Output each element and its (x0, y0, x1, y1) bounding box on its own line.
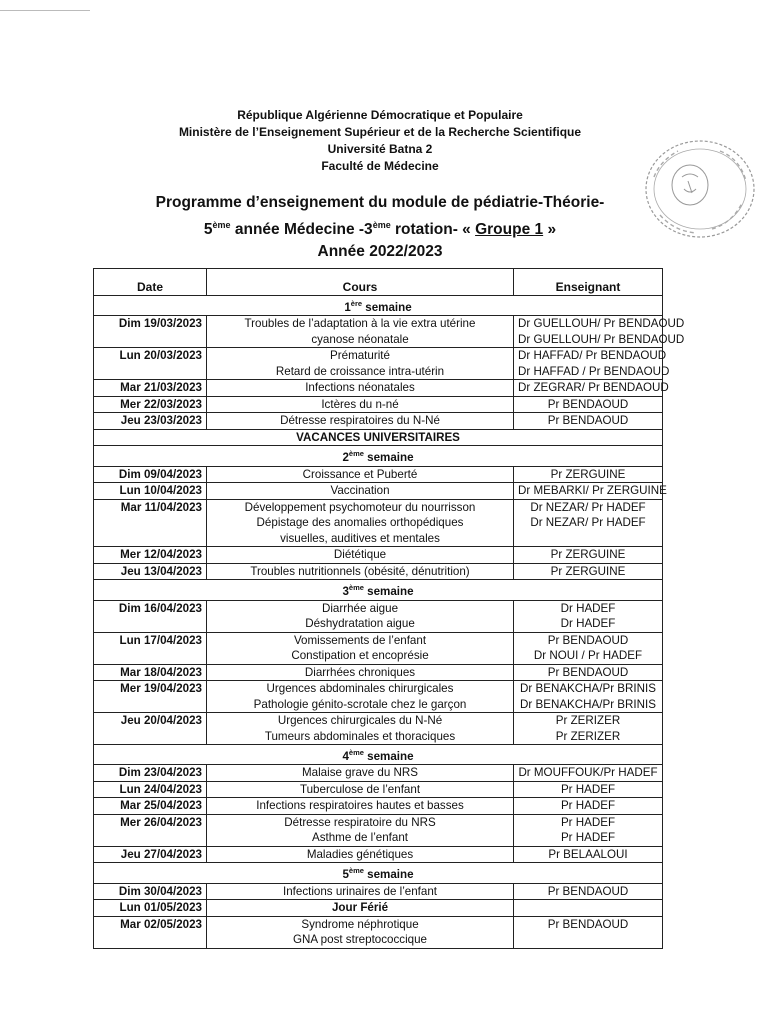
date-cell: Jeu 13/04/2023 (94, 563, 207, 580)
teacher-cell (514, 814, 663, 846)
course-line: Développement psychomoteur du nourrisson (244, 500, 476, 514)
table-header-row (94, 269, 663, 296)
course-line: Troubles de l’adaptation à la vie extra utérine (244, 317, 476, 331)
table-row (94, 413, 663, 430)
table-row (94, 600, 663, 632)
course-line: Prématurité (330, 349, 390, 363)
teacher-line: Dr MEBARKI/ Pr ZERGUINE (518, 484, 667, 498)
table-row (94, 499, 663, 547)
course-cell (207, 466, 514, 483)
teacher-line: Pr HADEF (560, 799, 616, 813)
teacher-line: Dr BENAKCHA/Pr BRINIS (520, 697, 656, 711)
week-number: 4 (342, 749, 349, 763)
course-cell (207, 413, 514, 430)
table-row (94, 900, 663, 917)
teacher-cell (514, 547, 663, 564)
year-suffix: ème (212, 220, 231, 230)
teacher-line: Dr NEZAR/ Pr HADEF (530, 516, 646, 530)
table-row (94, 916, 663, 948)
teacher-line: Pr HADEF (560, 815, 616, 829)
week-header-row (94, 745, 663, 765)
week-label (94, 863, 663, 883)
table-row (94, 798, 663, 815)
date-cell: Jeu 23/03/2023 (94, 413, 207, 430)
week-label (94, 296, 663, 316)
week-label (94, 446, 663, 466)
empty-cell (514, 900, 663, 917)
teacher-cell (514, 765, 663, 782)
date-cell: Mar 21/03/2023 (94, 380, 207, 397)
rotation-text: rotation- « (390, 221, 476, 239)
table-row (94, 466, 663, 483)
course-cell (207, 600, 514, 632)
teacher-line: Dr HAFFAD/ Pr BENDAOUD (518, 349, 667, 363)
university-line: Université Batna 2 (327, 142, 433, 156)
week-word: semaine (363, 749, 414, 763)
teacher-cell (514, 713, 663, 745)
course-line: Pathologie génito-scrotale chez le garçon (253, 697, 467, 711)
schedule-body (94, 296, 685, 949)
teacher-cell (514, 380, 669, 397)
table-row (94, 483, 663, 500)
document-title (120, 192, 640, 263)
course-line: Constipation et encoprésie (291, 649, 429, 663)
course-cell (207, 483, 514, 500)
table-row (94, 781, 663, 798)
table-row (94, 563, 663, 580)
table-row (94, 316, 663, 348)
course-cell (207, 681, 514, 713)
course-cell (207, 883, 514, 900)
teacher-cell (514, 883, 663, 900)
header-cours: Cours (207, 269, 514, 296)
course-cell (207, 348, 514, 380)
course-line: Infections néonatales (305, 381, 415, 395)
date-cell: Lun 01/05/2023 (94, 900, 207, 917)
course-cell (207, 765, 514, 782)
course-cell (207, 781, 514, 798)
course-line: Malaise grave du NRS (302, 766, 418, 780)
teacher-cell (514, 632, 663, 664)
date-cell: Lun 17/04/2023 (94, 632, 207, 664)
teacher-cell (514, 348, 670, 380)
course-line: Déshydratation aigue (305, 617, 415, 631)
week-header-row (94, 446, 663, 466)
table-row (94, 348, 663, 380)
week-ordinal: ème (348, 449, 364, 459)
teacher-line: Dr ZEGRAR/ Pr BENDAOUD (518, 381, 669, 395)
course-line: Tuberculose de l’enfant (299, 782, 421, 796)
group-close: » (543, 221, 557, 239)
teacher-line: Pr BENDAOUD (547, 884, 629, 898)
teacher-cell (514, 781, 663, 798)
week-ordinal: ème (348, 866, 364, 876)
year-rotation-line (120, 214, 640, 241)
title-line: Programme d’enseignement du module de pédiatrie-Théorie- (155, 194, 605, 211)
teacher-line: Pr BELAALOUI (548, 847, 628, 861)
table-row (94, 713, 663, 745)
week-number: 1 (344, 300, 351, 314)
date-cell: Jeu 27/04/2023 (94, 846, 207, 863)
teacher-cell (514, 798, 663, 815)
teacher-line: Pr BENDAOUD (547, 397, 629, 411)
course-line: Dépistage des anomalies orthopédiques (256, 516, 464, 530)
teacher-line: Dr GUELLOUH/ Pr BENDAOUD (518, 317, 685, 331)
course-cell (207, 916, 514, 948)
course-line: cyanose néonatale (311, 332, 409, 346)
week-label (94, 580, 663, 600)
course-cell (207, 713, 514, 745)
week-header-row (94, 863, 663, 883)
course-line: visuelles, auditives et mentales (280, 531, 440, 545)
teacher-cell (514, 846, 663, 863)
week-word: semaine (363, 585, 414, 599)
course-line: Détresse respiratoires du N-Né (280, 414, 440, 428)
teacher-line: Dr NEZAR/ Pr HADEF (530, 500, 646, 514)
table-row (94, 396, 663, 413)
course-line: Asthme de l’enfant (311, 831, 409, 845)
table-row (94, 547, 663, 564)
institution-header (150, 107, 610, 175)
course-line: Tumeurs abdominales et thoraciques (264, 729, 456, 743)
table-row (94, 814, 663, 846)
course-cell (207, 499, 514, 547)
teacher-line: Pr HADEF (560, 782, 616, 796)
course-cell (207, 846, 514, 863)
teacher-cell (514, 483, 667, 500)
course-line: Infections urinaires de l’enfant (282, 884, 438, 898)
republic-line: République Algérienne Démocratique et Populaire (237, 108, 523, 122)
course-line: Retard de croissance intra-utérin (275, 364, 445, 378)
teacher-line: Pr ZERGUINE (550, 548, 626, 562)
table-row (94, 681, 663, 713)
faculty-line: Faculté de Médecine (321, 159, 439, 173)
date-cell: Lun 10/04/2023 (94, 483, 207, 500)
official-stamp (640, 137, 758, 245)
holiday-banner-row (94, 429, 663, 446)
course-line: Diarrhée aigue (321, 601, 399, 615)
teacher-line: Dr GUELLOUH/ Pr BENDAOUD (518, 332, 685, 346)
date-cell: Mer 26/04/2023 (94, 814, 207, 846)
teacher-line: Pr ZERGUINE (550, 564, 626, 578)
teacher-line: Pr HADEF (560, 831, 616, 845)
date-cell: Dim 23/04/2023 (94, 765, 207, 782)
table-row (94, 664, 663, 681)
course-line: GNA post streptococcique (292, 933, 428, 947)
course-cell (207, 664, 514, 681)
teacher-line: Pr BENDAOUD (547, 665, 629, 679)
course-cell (207, 380, 514, 397)
teacher-cell (514, 600, 663, 632)
course-cell (207, 396, 514, 413)
table-row (94, 765, 663, 782)
course-line: Croissance et Puberté (302, 467, 418, 481)
rotation-suffix: ème (372, 220, 391, 230)
teacher-cell (514, 413, 663, 430)
week-ordinal: ème (348, 748, 364, 758)
course-cell (207, 547, 514, 564)
teacher-line: Dr HADEF (560, 601, 616, 615)
date-cell: Dim 19/03/2023 (94, 316, 207, 348)
course-cell (207, 814, 514, 846)
schedule-table (93, 268, 685, 949)
date-cell: Mar 18/04/2023 (94, 664, 207, 681)
week-word: semaine (363, 451, 414, 465)
course-line: Vomissements de l’enfant (293, 633, 427, 647)
table-row (94, 883, 663, 900)
date-cell: Dim 30/04/2023 (94, 883, 207, 900)
course-cell (207, 632, 514, 664)
teacher-cell (514, 681, 663, 713)
week-ordinal: ème (348, 583, 364, 593)
teacher-line: Dr NOUI / Pr HADEF (533, 649, 643, 663)
date-cell: Lun 24/04/2023 (94, 781, 207, 798)
teacher-cell (514, 396, 663, 413)
teacher-line: Dr BENAKCHA/Pr BRINIS (520, 682, 656, 696)
group-label: Groupe 1 (475, 221, 544, 239)
teacher-cell (514, 664, 663, 681)
course-line: Troubles nutritionnels (obésité, dénutrition) (250, 564, 470, 578)
course-line: Maladies génétiques (306, 847, 414, 861)
date-cell: Mer 22/03/2023 (94, 396, 207, 413)
academic-year: Année 2022/2023 (317, 243, 443, 261)
week-label (94, 745, 663, 765)
year-prefix: 5 (203, 221, 213, 239)
holiday-cell: Jour Férié (207, 900, 514, 917)
teacher-cell (514, 466, 663, 483)
teacher-line: Pr ZERIZER (555, 714, 621, 728)
table-row (94, 846, 663, 863)
week-number: 2 (342, 451, 349, 465)
teacher-line: Pr ZERIZER (555, 729, 621, 743)
teacher-cell (514, 916, 663, 948)
week-number: 5 (342, 868, 349, 882)
course-line: Urgences abdominales chirurgicales (266, 682, 454, 696)
course-cell (207, 563, 514, 580)
teacher-cell (514, 563, 663, 580)
date-cell: Mar 25/04/2023 (94, 798, 207, 815)
week-ordinal: ère (350, 299, 363, 308)
course-line: Diététique (333, 548, 387, 562)
course-cell (207, 316, 514, 348)
date-cell: Jeu 20/04/2023 (94, 713, 207, 745)
course-line: Détresse respiratoire du NRS (284, 815, 436, 829)
week-word: semaine (362, 300, 412, 314)
teacher-line: Pr BENDAOUD (547, 414, 629, 428)
course-cell (207, 798, 514, 815)
teacher-line: Pr ZERGUINE (550, 467, 626, 481)
course-line: Syndrome néphrotique (301, 917, 419, 931)
header-enseignant: Enseignant (514, 269, 663, 296)
week-number: 3 (342, 585, 349, 599)
date-cell: Dim 09/04/2023 (94, 466, 207, 483)
course-line: Vaccination (330, 484, 390, 498)
course-line: Infections respiratoires hautes et basses (256, 799, 464, 813)
course-line: Ictères du n-né (321, 397, 399, 411)
teacher-line: Dr HAFFAD / Pr BENDAOUD (518, 364, 670, 378)
date-cell: Mar 11/04/2023 (94, 499, 207, 547)
scan-edge-line (0, 10, 90, 11)
date-cell: Mer 19/04/2023 (94, 681, 207, 713)
table-row (94, 632, 663, 664)
teacher-line: Dr MOUFFOUK/Pr HADEF (518, 766, 658, 780)
ministry-line: Ministère de l’Enseignement Supérieur et de la Recherche Scientifique (178, 125, 582, 139)
teacher-line: Dr HADEF (560, 617, 616, 631)
date-cell: Mar 02/05/2023 (94, 916, 207, 948)
date-cell: Mer 12/04/2023 (94, 547, 207, 564)
table-row (94, 380, 663, 397)
teacher-line: Pr BENDAOUD (547, 917, 629, 931)
header-date: Date (94, 269, 207, 296)
course-line: Urgences chirurgicales du N-Né (277, 714, 443, 728)
date-cell: Lun 20/03/2023 (94, 348, 207, 380)
date-cell: Dim 16/04/2023 (94, 600, 207, 632)
vacation-banner: VACANCES UNIVERSITAIRES (94, 429, 663, 446)
year-text: année Médecine -3 (230, 221, 373, 239)
week-header-row (94, 296, 663, 316)
week-header-row (94, 580, 663, 600)
teacher-line: Pr BENDAOUD (547, 633, 629, 647)
course-line: Diarrhées chroniques (304, 665, 416, 679)
teacher-cell (514, 316, 685, 348)
teacher-cell (514, 499, 663, 547)
week-word: semaine (363, 868, 414, 882)
